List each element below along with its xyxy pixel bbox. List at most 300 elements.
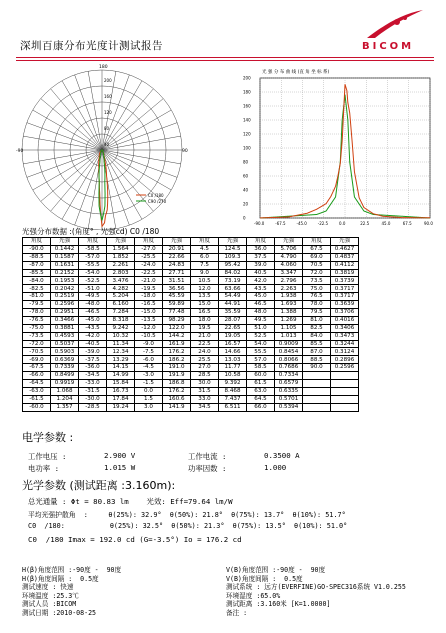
table-cell: 48.0: [247, 309, 275, 317]
table-cell: 9.242: [107, 324, 135, 332]
table-cell: -57.0: [79, 253, 107, 261]
table-cell: 40.5: [247, 269, 275, 277]
x-tick-label: 22.5: [360, 221, 370, 226]
table-cell: 42.0: [247, 277, 275, 285]
table-cell: 144.2: [163, 332, 191, 340]
footer-line: 测试人员 :BICOM: [22, 600, 77, 609]
table-cell: 109.3: [219, 253, 247, 261]
table-cell: 9.392: [219, 380, 247, 388]
table-cell: -72.0: [23, 340, 51, 348]
table-cell: 79.5: [303, 309, 331, 317]
table-cell: -73.5: [23, 332, 51, 340]
table-cell: 84.02: [219, 269, 247, 277]
y-tick-label: 160: [243, 103, 251, 109]
pf-value: 1.000: [264, 463, 287, 472]
table-cell: 0.2896: [331, 356, 359, 364]
table-cell: [331, 372, 359, 380]
table-cell: -75.0: [23, 324, 51, 332]
table-cell: 13.29: [107, 356, 135, 364]
table-cell: -82.5: [23, 285, 51, 293]
table-cell: 1.5: [135, 395, 163, 403]
table-cell: 2.261: [107, 261, 135, 269]
table-cell: -13.5: [135, 316, 163, 324]
table-cell: -78.0: [23, 309, 51, 317]
table-cell: 36.0: [247, 245, 275, 253]
table-row: [23, 324, 359, 332]
table-cell: 33.0: [191, 395, 219, 403]
table-cell: 13.03: [219, 356, 247, 364]
footer-line: V(B)角度间隔 : 0.5度: [226, 574, 303, 583]
table-cell: 0.3717: [331, 293, 359, 301]
table-header: 角度: [79, 238, 107, 246]
table-cell: 0.5037: [51, 340, 79, 348]
table-cell: 15.0: [191, 301, 219, 309]
polar-ring-label: 200: [104, 78, 112, 83]
table-cell: 69.0: [303, 253, 331, 261]
table-cell: -46.5: [79, 309, 107, 317]
table-cell: [331, 395, 359, 403]
table-row: [23, 316, 359, 324]
table-cell: -37.5: [79, 356, 107, 364]
table-cell: 21.0: [191, 332, 219, 340]
table-cell: -81.0: [23, 293, 51, 301]
table-cell: -61.5: [23, 395, 51, 403]
table-cell: 0.9919: [51, 380, 79, 388]
footer-line: H(β)角度范围 :-90度 - 90度: [22, 566, 122, 574]
footer-line: 环境湿度 :65.0%: [226, 591, 281, 600]
y-tick-label: 20: [243, 201, 249, 207]
table-cell: 54.0: [247, 340, 275, 348]
table-cell: 16.57: [219, 340, 247, 348]
table-cell: 73.5: [303, 277, 331, 285]
table-cell: 5.204: [107, 293, 135, 301]
polar-axis-left: -90: [16, 149, 24, 154]
table-cell: 191.9: [163, 372, 191, 380]
table-cell: 0.3819: [331, 269, 359, 277]
polar-ring-label: 80: [104, 126, 110, 131]
table-cell: 28.5: [191, 372, 219, 380]
table-cell: -60.0: [23, 403, 51, 411]
y-tick-label: 60: [243, 173, 249, 179]
table-cell: 8.318: [107, 316, 135, 324]
table-cell: 0.5903: [51, 348, 79, 356]
footer-line: 测试系统 : 远方(EVERFINE)GO-SPEC316系统 V1.0.255: [226, 583, 406, 592]
table-cell: [331, 403, 359, 411]
table-row: [23, 285, 359, 293]
optical-imax-line: C0 /180 Imax = 192.0 cd (G=-3.5°) Io = 176.2 cd: [28, 535, 242, 544]
table-cell: -42.0: [79, 332, 107, 340]
table-cell: 13.5: [191, 293, 219, 301]
polar-ring-label: 40: [104, 142, 110, 147]
table-cell: 12.34: [107, 348, 135, 356]
table-row: [23, 332, 359, 340]
table-cell: 95.42: [219, 261, 247, 269]
table-header: 光强: [331, 238, 359, 246]
table-cell: -31.5: [79, 387, 107, 395]
table-cell: 77.48: [163, 309, 191, 317]
table-cell: 8.468: [219, 387, 247, 395]
table-cell: -40.5: [79, 340, 107, 348]
table-cell: 1.852: [107, 253, 135, 261]
table-cell: -88.5: [23, 253, 51, 261]
table-cell: -85.5: [23, 269, 51, 277]
table-cell: [303, 372, 331, 380]
table-cell: 0.9009: [275, 340, 303, 348]
table-row: [23, 253, 359, 261]
table-cell: 3.347: [275, 269, 303, 277]
table-cell: -30.0: [79, 395, 107, 403]
table-cell: 49.5: [247, 316, 275, 324]
table-cell: 4.5: [191, 245, 219, 253]
logo-text: BICOM: [362, 41, 415, 52]
table-cell: 16.5: [191, 309, 219, 317]
table-row: [23, 380, 359, 388]
table-row: [23, 245, 359, 253]
table-cell: 176.2: [163, 387, 191, 395]
table-cell: 6.0: [191, 253, 219, 261]
table-cell: 0.5701: [275, 395, 303, 403]
table-cell: -87.0: [23, 261, 51, 269]
table-cell: 1.693: [275, 301, 303, 309]
table-cell: 0.2042: [51, 285, 79, 293]
y-tick-label: 140: [243, 117, 251, 123]
table-cell: 141.9: [163, 403, 191, 411]
legend-c90: C90 /270: [148, 199, 167, 204]
table-cell: [303, 387, 331, 395]
table-cell: 186.2: [163, 356, 191, 364]
table-cell: 2.796: [275, 277, 303, 285]
table-cell: 0.3466: [51, 316, 79, 324]
table-cell: 54.49: [219, 293, 247, 301]
table-cell: 4.282: [107, 285, 135, 293]
table-header: 角度: [135, 238, 163, 246]
table-row: [23, 372, 359, 380]
power-value: 1.015 W: [104, 463, 136, 472]
table-cell: 0.4016: [331, 316, 359, 324]
table-row: [23, 403, 359, 411]
table-cell: 160.6: [163, 395, 191, 403]
x-tick-label: -22.5: [317, 221, 329, 226]
table-cell: 1.564: [107, 245, 135, 253]
x-tick-label: 90.0: [424, 221, 433, 226]
table-cell: 0.1587: [51, 253, 79, 261]
table-cell: 43.5: [247, 285, 275, 293]
table-cell: 0.3881: [51, 324, 79, 332]
table-cell: 64.5: [247, 395, 275, 403]
table-cell: 0.3706: [331, 309, 359, 317]
table-cell: -12.0: [135, 324, 163, 332]
table-cell: 4.790: [275, 253, 303, 261]
table-cell: 76.5: [303, 293, 331, 301]
table-cell: -34.5: [79, 372, 107, 380]
table-cell: 27.71: [163, 269, 191, 277]
table-cell: 5.706: [275, 245, 303, 253]
table-cell: 51.0: [247, 324, 275, 332]
y-tick-label: 0: [243, 215, 246, 221]
table-header: 角度: [247, 238, 275, 246]
table-header: 光强: [275, 238, 303, 246]
table-cell: 34.5: [191, 403, 219, 411]
header-rule: [16, 57, 434, 58]
table-cell: 22.65: [219, 324, 247, 332]
y-tick-label: 40: [243, 187, 249, 193]
table-cell: 1.938: [275, 293, 303, 301]
table-cell: 0.6335: [275, 387, 303, 395]
table-cell: 67.5: [303, 245, 331, 253]
table-header: 角度: [23, 238, 51, 246]
table-cell: -28.5: [79, 403, 107, 411]
table-row: [23, 277, 359, 285]
header-rule-thin: [16, 60, 434, 61]
table-cell: 7.5: [191, 261, 219, 269]
polar-axis-top: 180: [99, 65, 108, 70]
cartesian-title: 光 强 分 布 曲 线 (直 角 坐 标 系): [262, 70, 330, 75]
table-cell: 22.5: [191, 340, 219, 348]
power-label: 电功率 :: [28, 464, 60, 473]
polar-legend: [136, 193, 167, 204]
table-cell: [331, 380, 359, 388]
table-cell: 0.3473: [331, 332, 359, 340]
table-cell: 0.2519: [51, 293, 79, 301]
table-cell: 18.0: [191, 316, 219, 324]
table-cell: 28.07: [219, 316, 247, 324]
table-cell: 20.91: [163, 245, 191, 253]
table-cell: 19.05: [219, 332, 247, 340]
y-tick-label: 200: [243, 75, 251, 81]
table-cell: 2.263: [275, 285, 303, 293]
table-cell: 17.84: [107, 395, 135, 403]
table-cell: -66.0: [23, 372, 51, 380]
table-cell: 31.5: [191, 387, 219, 395]
table-cell: 45.0: [247, 293, 275, 301]
table-cell: 9.0: [191, 269, 219, 277]
table-cell: 191.0: [163, 364, 191, 372]
table-cell: 0.3639: [331, 301, 359, 309]
table-header: 角度: [303, 238, 331, 246]
cartesian-chart: [240, 64, 436, 234]
table-cell: -54.0: [79, 269, 107, 277]
table-cell: -24.0: [135, 261, 163, 269]
table-row: [23, 348, 359, 356]
table-cell: 35.59: [219, 309, 247, 317]
table-cell: 0.3717: [331, 285, 359, 293]
table-cell: 186.8: [163, 380, 191, 388]
pf-label: 功率因数 :: [188, 464, 227, 473]
table-header: 光强: [219, 238, 247, 246]
table-cell: 6.511: [219, 403, 247, 411]
table-cell: 1.105: [275, 324, 303, 332]
table-cell: 0.3406: [331, 324, 359, 332]
table-cell: 1.068: [51, 387, 79, 395]
table-cell: -63.0: [23, 387, 51, 395]
y-tick-label: 120: [243, 131, 251, 137]
electrical-heading: 电学参数 :: [22, 431, 74, 444]
table-cell: -3.0: [135, 372, 163, 380]
table-cell: 0.8454: [275, 348, 303, 356]
voltage-value: 2.900 V: [104, 451, 136, 460]
table-cell: 0.7686: [275, 364, 303, 372]
table-cell: 0.8066: [275, 356, 303, 364]
table-cell: -84.0: [23, 277, 51, 285]
table-cell: 0.1442: [51, 245, 79, 253]
table-cell: 0.3244: [331, 340, 359, 348]
table-cell: 61.5: [247, 380, 275, 388]
table-cell: 11.34: [107, 340, 135, 348]
table-header: 光强: [107, 238, 135, 246]
table-cell: 84.0: [303, 332, 331, 340]
optical-flux-line: 总光通量 : Φt = 80.83 lm 光效: Eff=79.64 lm/W: [28, 497, 233, 506]
polar-ring-label: 120: [104, 110, 112, 115]
table-cell: -48.0: [79, 301, 107, 309]
current-value: 0.3500 A: [264, 451, 300, 460]
optical-heading: 光学参数 (测试距离 :3.160m):: [22, 479, 176, 492]
footer-line: 测试日期 :2010-08-25: [22, 608, 97, 617]
table-row: [23, 309, 359, 317]
table-cell: 0.7334: [275, 372, 303, 380]
table-cell: -7.5: [135, 348, 163, 356]
table-cell: 14.66: [219, 348, 247, 356]
table-cell: 22.66: [163, 253, 191, 261]
table-cell: -49.5: [79, 293, 107, 301]
table-row: [23, 301, 359, 309]
polar-axis-right: 90: [182, 149, 188, 154]
table-cell: 0.7339: [51, 364, 79, 372]
table-cell: -79.5: [23, 301, 51, 309]
table-cell: 15.84: [107, 380, 135, 388]
table-cell: 0.2596: [51, 301, 79, 309]
current-label: 工作电流 :: [188, 452, 227, 461]
table-cell: -15.0: [135, 309, 163, 317]
footer-line: 备注 :: [226, 608, 248, 617]
table-cell: 24.83: [163, 261, 191, 269]
table-cell: 57.0: [247, 356, 275, 364]
table-cell: 3.0: [135, 403, 163, 411]
x-tick-label: -45.0: [296, 221, 307, 226]
table-cell: -22.5: [135, 269, 163, 277]
table-cell: 0.4112: [331, 261, 359, 269]
table-cell: 11.77: [219, 364, 247, 372]
table-cell: 75.0: [303, 285, 331, 293]
footer-line: 测试距离 :3.160米 [K=1.0000]: [226, 600, 331, 609]
table-cell: 7.284: [107, 309, 135, 317]
table-cell: -90.0: [23, 245, 51, 253]
table-cell: 19.5: [191, 324, 219, 332]
table-cell: 1.269: [275, 316, 303, 324]
footer-line: V(B)角度范围 :-90度 - 90度: [226, 566, 326, 574]
table-cell: -67.5: [23, 364, 51, 372]
table-cell: -1.5: [135, 380, 163, 388]
table-cell: 37.5: [247, 253, 275, 261]
table-cell: 0.6369: [51, 356, 79, 364]
table-cell: -18.0: [135, 293, 163, 301]
table-cell: 0.3739: [331, 277, 359, 285]
table-cell: 122.0: [163, 324, 191, 332]
table-cell: 39.0: [247, 261, 275, 269]
table-cell: 19.24: [107, 403, 135, 411]
footer-line: H(β)角度间隔 : 0.5度: [22, 574, 99, 583]
table-cell: -10.5: [135, 332, 163, 340]
table-cell: -69.0: [23, 356, 51, 364]
table-cell: 85.5: [303, 340, 331, 348]
table-row: [23, 261, 359, 269]
table-cell: 52.5: [247, 332, 275, 340]
table-cell: 1.357: [51, 403, 79, 411]
table-cell: 4.060: [275, 261, 303, 269]
table-cell: 59.89: [163, 301, 191, 309]
table-cell: 36.56: [163, 285, 191, 293]
footer-line: 环境温度 :25.3℃: [22, 591, 79, 600]
table-cell: -55.5: [79, 261, 107, 269]
table-cell: 87.0: [303, 348, 331, 356]
table-cell: 16.73: [107, 387, 135, 395]
table-cell: [303, 403, 331, 411]
table-row: [23, 293, 359, 301]
polar-ring-label: 160: [104, 94, 112, 99]
table-cell: 10.58: [219, 372, 247, 380]
table-cell: 0.5394: [275, 403, 303, 411]
table-cell: 24.0: [191, 348, 219, 356]
table-cell: -21.0: [135, 277, 163, 285]
x-tick-label: 67.5: [402, 221, 412, 226]
table-cell: 55.5: [247, 348, 275, 356]
table-cell: -16.5: [135, 301, 163, 309]
table-cell: 124.5: [219, 245, 247, 253]
x-tick-label: -67.5: [275, 221, 286, 226]
table-cell: 0.4837: [331, 253, 359, 261]
table-cell: 78.0: [303, 301, 331, 309]
table-row: [23, 364, 359, 372]
footer-right: [226, 566, 406, 618]
table-cell: 1.013: [275, 332, 303, 340]
table-cell: 27.0: [191, 364, 219, 372]
table-row: [23, 269, 359, 277]
table-cell: 161.9: [163, 340, 191, 348]
table-cell: 6.160: [107, 301, 135, 309]
table-cell: 0.2152: [51, 269, 79, 277]
y-tick-label: 80: [243, 159, 249, 165]
polar-chart: [16, 62, 188, 230]
table-cell: 63.66: [219, 285, 247, 293]
voltage-label: 工作电压 :: [28, 452, 67, 461]
table-cell: 72.0: [303, 269, 331, 277]
table-cell: -9.0: [135, 340, 163, 348]
table-cell: 30.0: [191, 380, 219, 388]
report-title: 深圳百康分布光度计测试报告: [20, 40, 163, 52]
table-cell: 0.6579: [275, 380, 303, 388]
table-cell: 14.15: [107, 364, 135, 372]
table-cell: -19.5: [135, 285, 163, 293]
table-cell: 98.29: [163, 316, 191, 324]
x-tick-label: 45.0: [381, 221, 391, 226]
table-cell: -52.5: [79, 277, 107, 285]
table-cell: [303, 395, 331, 403]
y-tick-label: 180: [243, 89, 251, 95]
table-cell: [303, 380, 331, 388]
footer-left: [22, 566, 121, 618]
table-cell: 0.0: [135, 387, 163, 395]
table-cell: 60.0: [247, 372, 275, 380]
table-cell: 58.5: [247, 364, 275, 372]
table-cell: -51.0: [79, 285, 107, 293]
table-cell: -36.0: [79, 364, 107, 372]
x-tick-label: -90.0: [254, 221, 265, 226]
table-row: [23, 356, 359, 364]
table-cell: 10.5: [191, 277, 219, 285]
table-cell: 82.5: [303, 324, 331, 332]
table-cell: 1.388: [275, 309, 303, 317]
table-cell: [331, 387, 359, 395]
legend-c0: C0 /180: [148, 193, 164, 198]
